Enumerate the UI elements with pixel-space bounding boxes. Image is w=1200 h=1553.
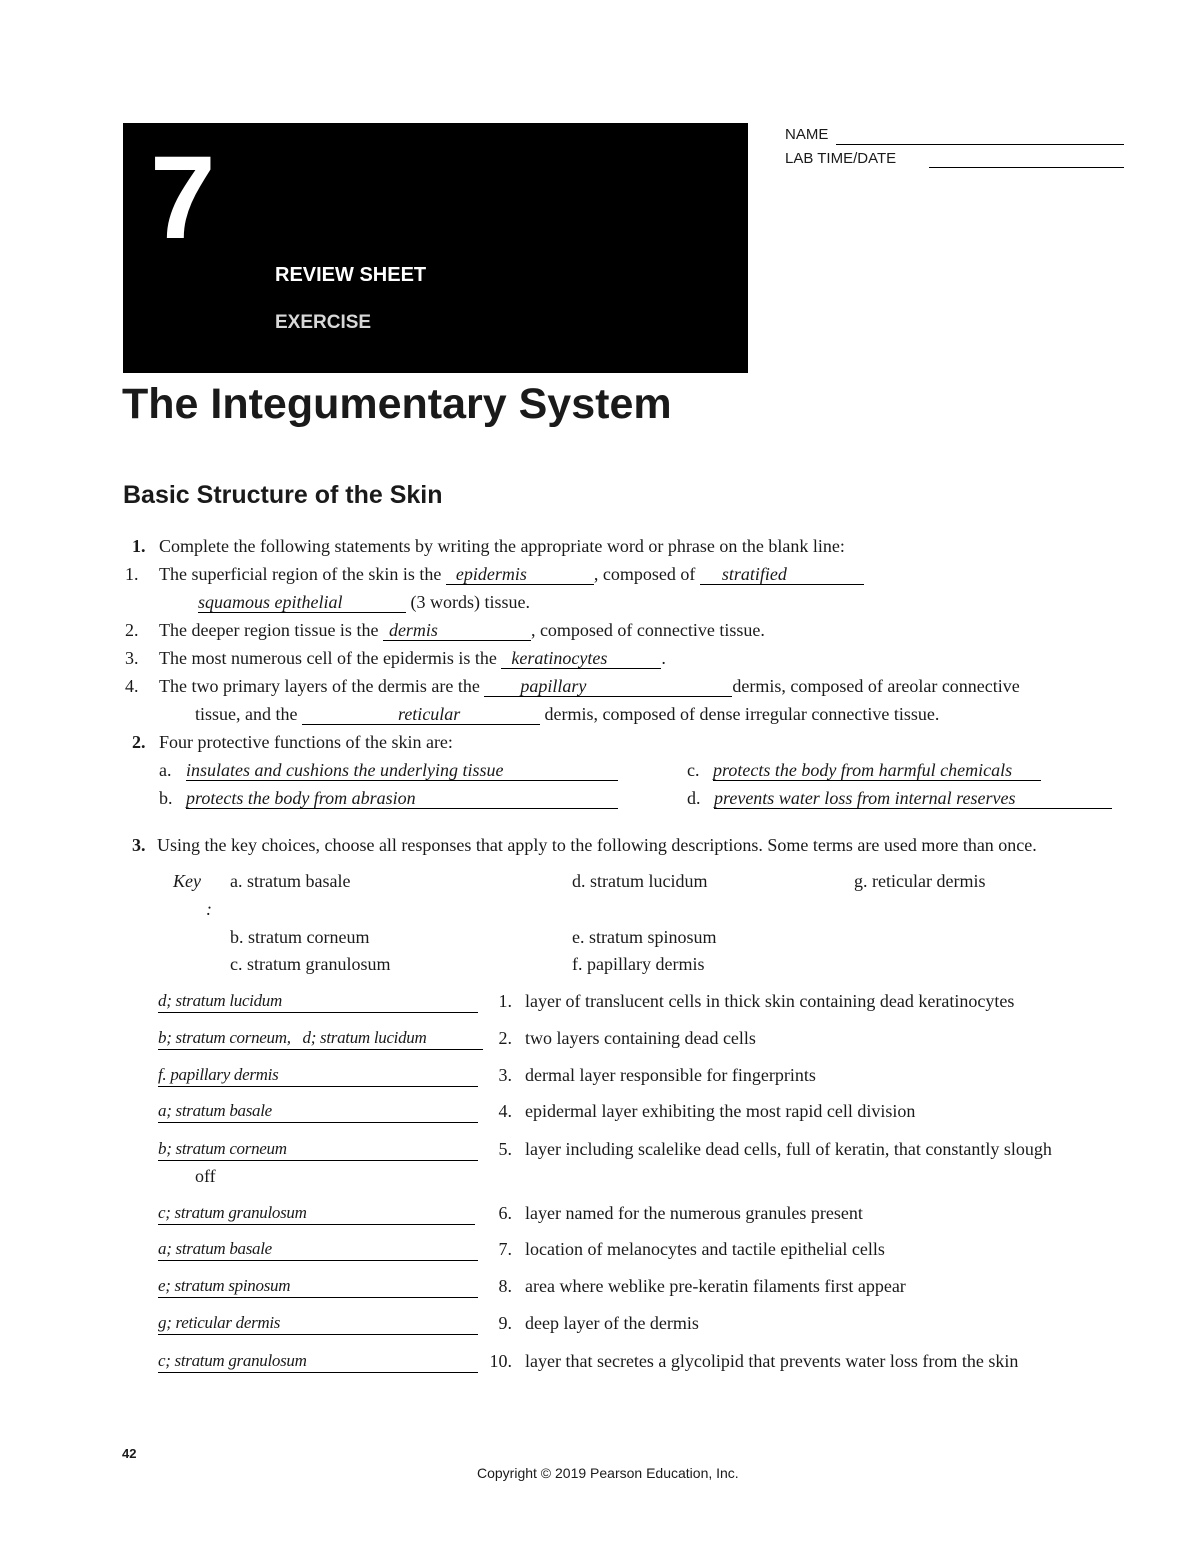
q3-description-10: layer that secretes a glycolipid that prevents water loss from the skin [525,1351,1019,1371]
statement-1-text-a: The superficial region of the skin is the [159,564,442,584]
q3-description-3: dermal layer responsible for fingerprints [525,1065,816,1085]
q3-answer-4[interactable]: a; stratum basale [158,1100,478,1123]
question-3-number: 3. [132,835,146,855]
q3-description-1: layer of translucent cells in thick skin containing dead keratinocytes [525,991,1015,1011]
statement-4 [159,675,1020,697]
q3-description-9: deep layer of the dermis [525,1313,699,1333]
key-d: d. stratum lucidum [572,871,708,891]
name-label: NAME [785,126,829,143]
statement-4-text-d: dermis, composed of dense irregular connective tissue. [544,704,940,724]
answer-squamous-epithelial[interactable]: squamous epithelial [198,592,406,613]
key-b: b. stratum corneum [230,927,370,947]
key-e: e. stratum spinosum [572,927,717,947]
question-1 [132,535,146,557]
copyright: Copyright © 2019 Pearson Education, Inc. [477,1465,739,1481]
answer-stratified[interactable]: stratified [700,564,864,585]
q3-answer-9[interactable]: g; reticular dermis [158,1312,478,1335]
lab-time-date-label: LAB TIME/DATE [785,150,897,167]
question-1-prompt: Complete the following statements by writing the appropriate word or phrase on the blank line: [159,536,845,556]
q3-description-8: area where weblike pre-keratin filaments first appear [525,1276,906,1296]
statement-2-text-b: , composed of connective tissue. [530,620,765,640]
question-3 [132,834,146,856]
section-title: Basic Structure of the Skin [123,481,443,509]
chapter-header-box [123,123,748,373]
q3-item-number-1: 1. [498,991,512,1011]
function-c-answer[interactable]: protects the body from harmful chemicals [713,760,1041,781]
key-a: a. stratum basale [230,871,351,891]
statement-1-continued [198,591,530,613]
q3-answer-6[interactable]: c; stratum granulosum [158,1202,475,1225]
q3-answer-5[interactable]: b; stratum corneum [158,1138,478,1161]
function-a [186,759,618,781]
q3-answer-2[interactable]: b; stratum corneum, d; stratum lucidum [158,1027,483,1050]
statement-2-number: 2. [125,620,139,640]
function-b-letter: b. [159,788,173,808]
statement-1 [159,563,864,585]
q3-answer-1[interactable]: d; stratum lucidum [158,990,478,1013]
function-a-letter: a. [159,760,172,780]
q3-answer-3[interactable]: f. papillary dermis [158,1064,478,1087]
statement-1-text-c: (3 words) tissue. [410,592,530,612]
statement-2 [159,619,765,641]
key-f: f. papillary dermis [572,954,705,974]
lab-time-date-field[interactable] [929,167,1124,168]
q3-item-number-8: 8. [498,1276,512,1296]
statement-4-continued [195,703,939,725]
question-3-prompt: Using the key choices, choose all responses that apply to the following descriptions. Some terms are used more than once. [157,835,1037,855]
statement-3 [159,647,666,669]
q3-item-number-4: 4. [498,1101,512,1121]
q3-item-number-5: 5. [498,1139,512,1159]
key-g: g. reticular dermis [854,871,986,891]
q3-description-5: layer including scalelike dead cells, full of keratin, that constantly slough [525,1139,1052,1159]
question-1-number: 1. [132,536,146,556]
q3-answer-8[interactable]: e; stratum spinosum [158,1275,478,1298]
answer-dermis[interactable]: dermis [383,620,531,641]
q3-description-4: epidermal layer exhibiting the most rapid cell division [525,1101,916,1121]
function-c [713,759,1041,781]
statement-3-text-b: . [661,648,666,668]
q3-item-number-3: 3. [498,1065,512,1085]
q3-description-7: location of melanocytes and tactile epithelial cells [525,1239,885,1259]
q3-description-5-continued: off [195,1166,216,1186]
answer-papillary[interactable]: papillary [484,676,732,697]
q3-description-6: layer named for the numerous granules present [525,1203,863,1223]
statement-4-text-c: tissue, and the [195,704,298,724]
answer-epidermis[interactable]: epidermis [446,564,594,585]
page-number: 42 [122,1446,137,1461]
q3-item-number-9: 9. [498,1313,512,1333]
answer-keratinocytes[interactable]: keratinocytes [501,648,661,669]
question-2-number: 2. [132,732,146,752]
function-d [714,787,1112,809]
function-d-answer[interactable]: prevents water loss from internal reserves [714,788,1112,809]
key-c: c. stratum granulosum [230,954,391,974]
statement-2-text-a: The deeper region tissue is the [159,620,379,640]
q3-answer-7[interactable]: a; stratum basale [158,1238,478,1261]
exercise-label: EXERCISE [275,312,372,333]
statement-3-number: 3. [125,648,139,668]
statement-1-number: 1. [125,564,139,584]
statement-4-number: 4. [125,676,139,696]
q3-item-number-10: 10. [489,1351,512,1371]
key-colon: : [206,899,212,919]
chapter-number: 7 [150,132,216,264]
q3-answer-10[interactable]: c; stratum granulosum [158,1350,478,1373]
key-label: Key [173,871,201,891]
statement-1-text-b: , composed of [593,564,696,584]
page-title: The Integumentary System [122,380,672,428]
function-a-answer[interactable]: insulates and cushions the underlying tissue [186,760,618,781]
question-2-prompt: Four protective functions of the skin are: [159,732,453,752]
name-field[interactable] [836,144,1124,145]
answer-reticular[interactable]: reticular [302,704,540,725]
q3-description-2: two layers containing dead cells [525,1028,756,1048]
question-2 [132,731,146,753]
function-c-letter: c. [687,760,700,780]
q3-item-number-2: 2. [498,1028,512,1048]
review-sheet-label: REVIEW SHEET [275,264,427,286]
function-b [186,787,618,809]
q3-item-number-7: 7. [498,1239,512,1259]
q3-item-number-6: 6. [498,1203,512,1223]
function-b-answer[interactable]: protects the body from abrasion [186,788,618,809]
function-d-letter: d. [687,788,701,808]
statement-4-text-a: The two primary layers of the dermis are the [159,676,480,696]
statement-4-text-b: dermis, composed of areolar connective [732,676,1020,696]
statement-3-text-a: The most numerous cell of the epidermis is the [159,648,497,668]
